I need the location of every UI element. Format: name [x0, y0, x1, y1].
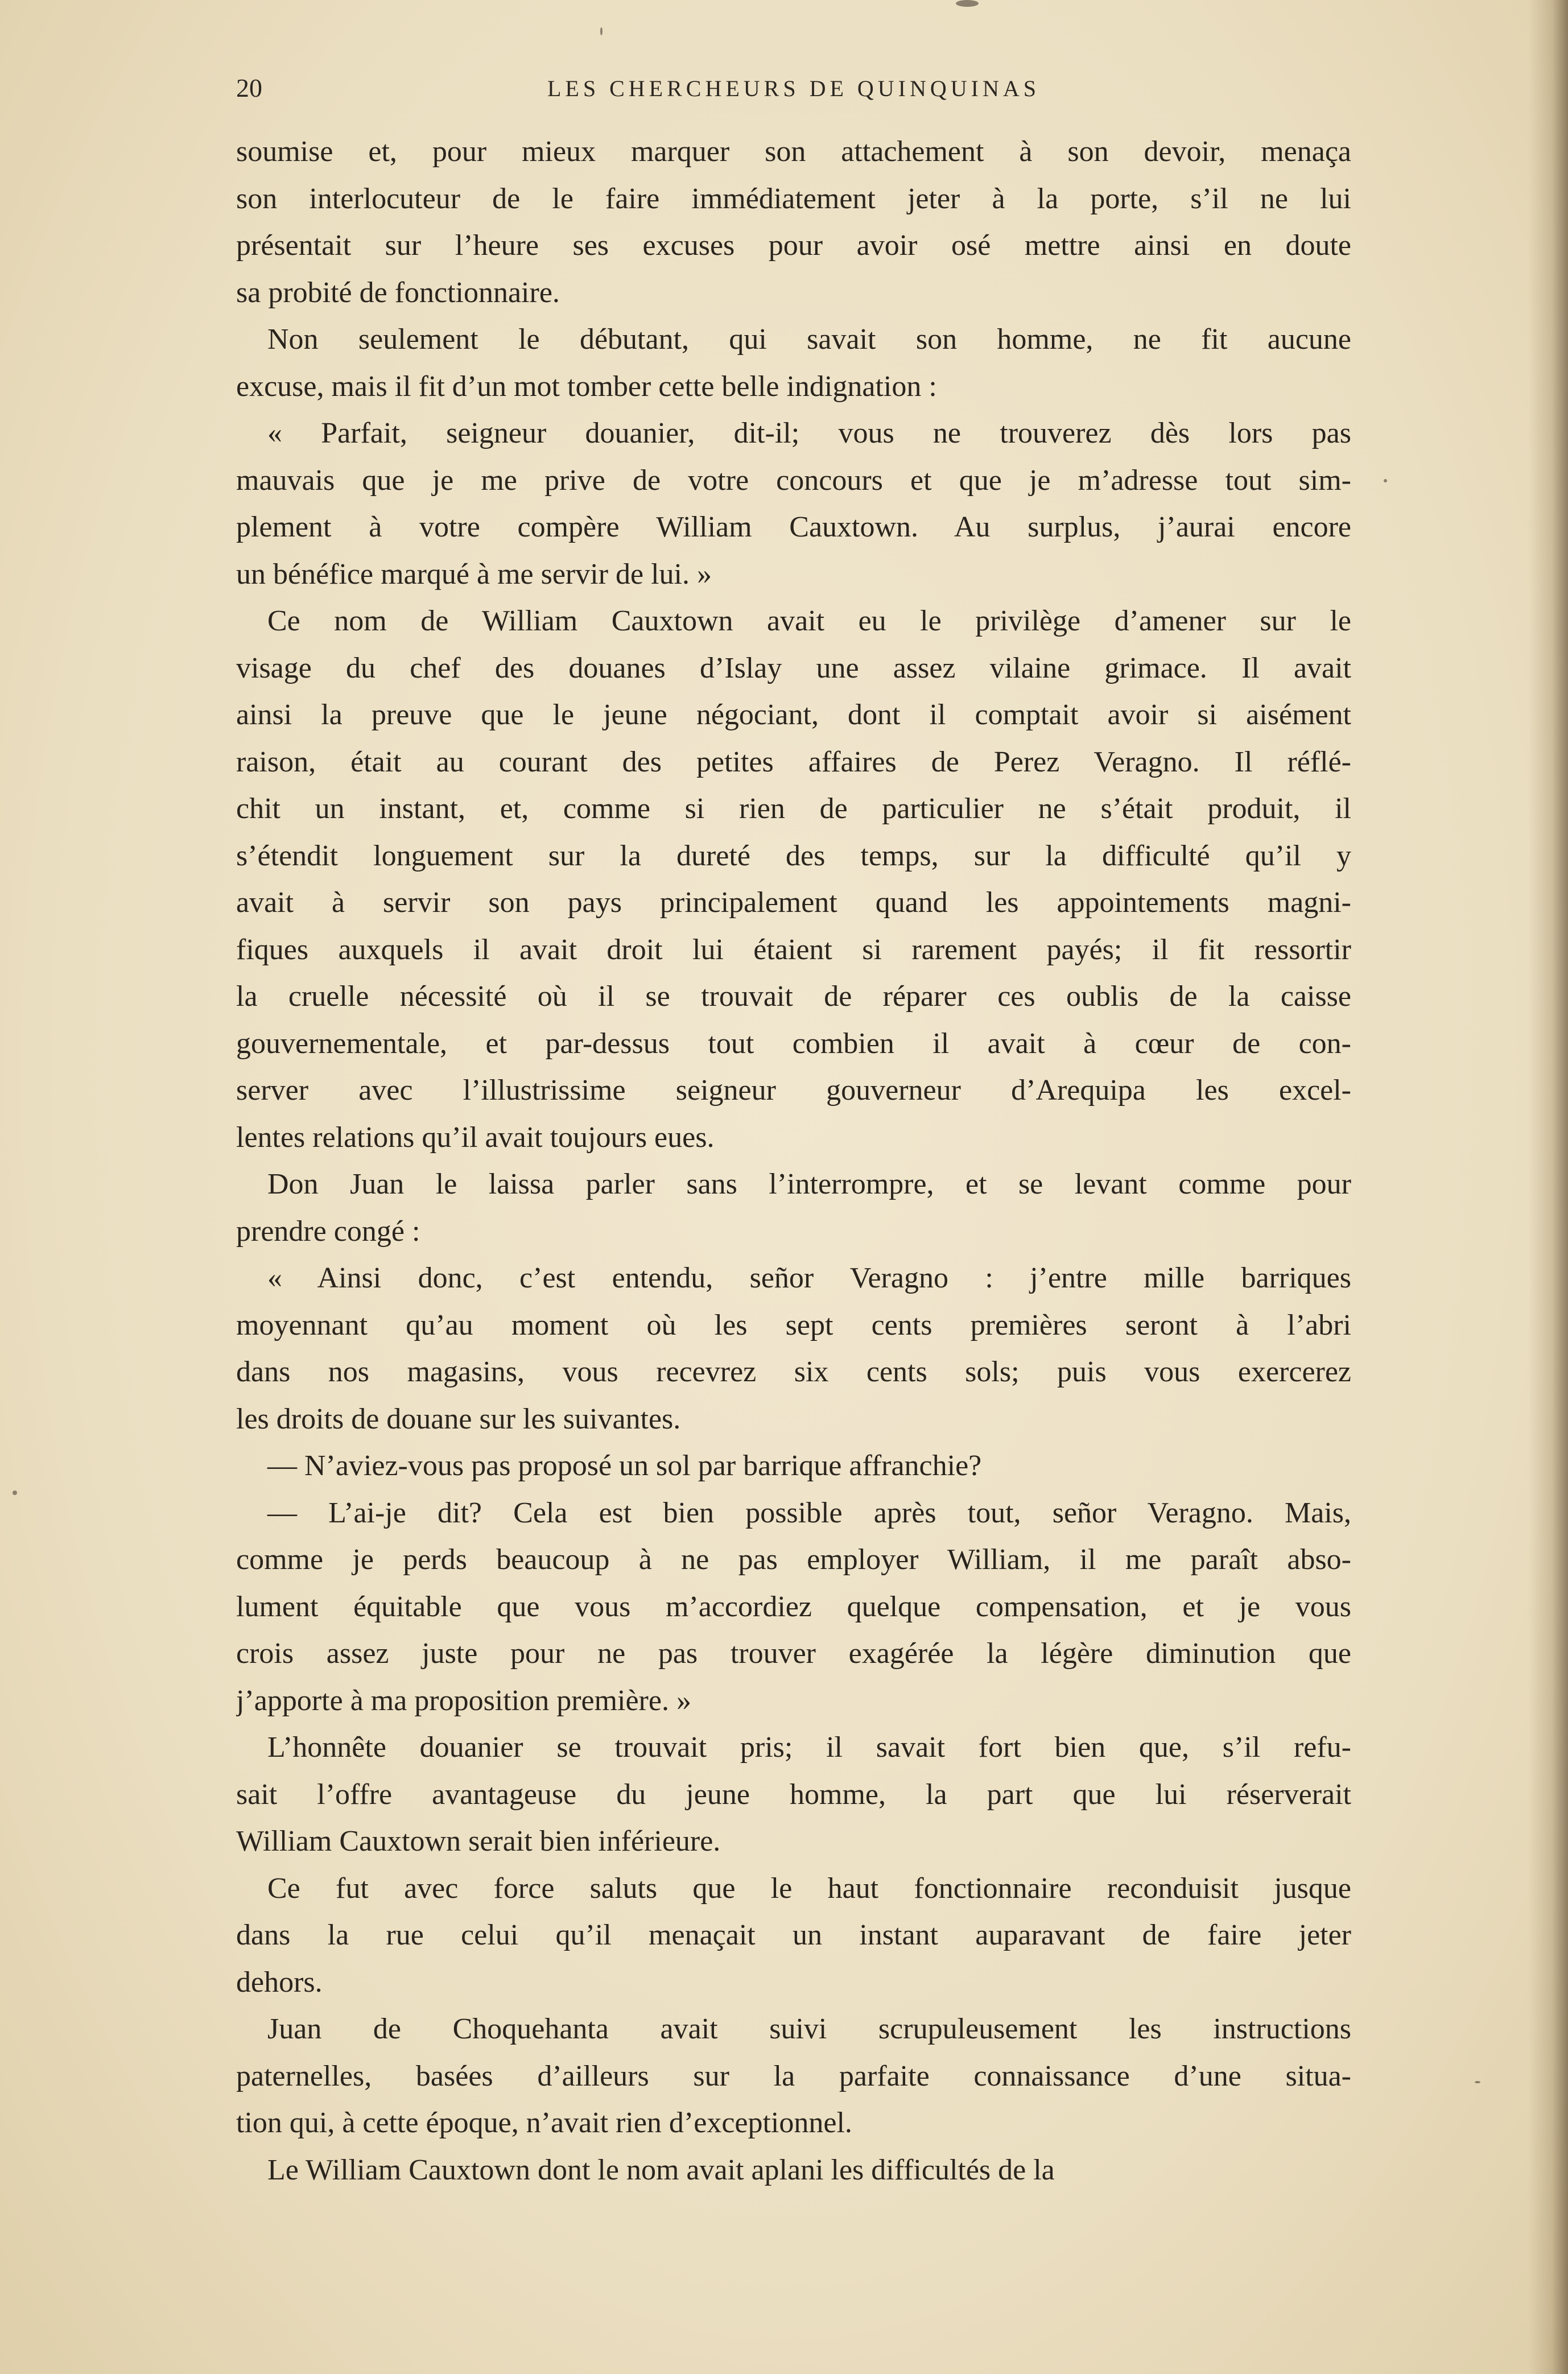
text-line: Non seulement le débutant, qui savait son homme, ne fit aucune	[267, 323, 1351, 356]
text-line: lument équitable que vous m’accordiez quelque compensation, et je vous	[236, 1590, 1351, 1623]
text-line: moyennant qu’au moment où les sept cents premières seront à l’abri	[236, 1308, 1351, 1341]
text-line: un bénéfice marqué à me servir de lui. »	[236, 558, 712, 591]
text-line: tion qui, à cette époque, n’avait rien d’exceptionnel.	[236, 2107, 852, 2139]
text-line: L’honnête douanier se trouvait pris; il savait fort bien que, s’il refu-	[267, 1731, 1351, 1764]
text-line: dehors.	[236, 1966, 323, 1999]
paragraph	[236, 1865, 1351, 2006]
text-line: raison, était au courant des petites affaires de Perez Veragno. Il réflé-	[236, 745, 1351, 778]
text-line: Ce fut avec force saluts que le haut fonctionnaire reconduisit jusque	[267, 1872, 1351, 1905]
text-line: visage du chef des douanes d’Islay une assez vilaine grimace. Il avait	[236, 651, 1351, 684]
text-line: mauvais que je me prive de votre concours et que je m’adresse tout sim-	[236, 464, 1351, 497]
text-line: prendre congé :	[236, 1215, 420, 1248]
paragraph	[236, 1490, 1351, 1725]
text-line: j’apporte à ma proposition première. »	[236, 1684, 691, 1717]
text-line: sa probité de fonctionnaire.	[236, 276, 560, 309]
paragraph	[236, 1443, 1351, 1490]
text-line: — L’ai-je dit? Cela est bien possible après tout, señor Veragno. Mais,	[267, 1496, 1351, 1529]
text-line: avait à servir son pays principalement quand les appointements magni-	[236, 886, 1351, 919]
text-line: ainsi la preuve que le jeune négociant, dont il comptait avoir si aisément	[236, 699, 1351, 731]
text-line: sait l’offre avantageuse du jeune homme, la part que lui réserverait	[236, 1778, 1351, 1811]
text-line: lentes relations qu’il avait toujours eues.	[236, 1121, 715, 1154]
text-line: la cruelle nécessité où il se trouvait de réparer ces oublis de la caisse	[236, 980, 1351, 1013]
text-line: William Cauxtown serait bien inférieure.	[236, 1825, 721, 1857]
paragraph	[236, 2006, 1351, 2147]
text-line: soumise et, pour mieux marquer son attachement à son devoir, menaça	[236, 135, 1351, 168]
text-line: — N’aviez-vous pas proposé un sol par barrique affranchie?	[267, 1450, 982, 1482]
paragraph	[236, 598, 1351, 1161]
paragraph	[236, 1161, 1351, 1255]
text-line: fiques auxquels il avait droit lui étaient si rarement payés; il fit ressortir	[236, 933, 1351, 966]
text-line: paternelles, basées d’ailleurs sur la parfaite connaissance d’une situa-	[236, 2059, 1351, 2092]
text-line: plement à votre compère William Cauxtown. Au surplus, j’aurai encore	[236, 511, 1351, 543]
text-line: les droits de douane sur les suivantes.	[236, 1402, 681, 1435]
text-line: excuse, mais il fit d’un mot tomber cette belle indignation :	[236, 370, 937, 403]
paragraph	[236, 2147, 1351, 2194]
page-header	[236, 73, 1351, 113]
text-line: gouvernementale, et par-dessus tout combien il avait à cœur de con-	[236, 1027, 1351, 1060]
text-line: dans nos magasins, vous recevrez six cents sols; puis vous exercerez	[236, 1356, 1351, 1388]
text-line: présentait sur l’heure ses excuses pour avoir osé mettre ainsi en doute	[236, 229, 1351, 262]
text-line: comme je perds beaucoup à ne pas employer William, il me paraît abso-	[236, 1543, 1351, 1576]
paragraph	[236, 410, 1351, 598]
text-line: Juan de Choquehanta avait suivi scrupuleusement les instructions	[267, 2013, 1351, 2045]
paragraph	[236, 316, 1351, 410]
text-line: Le William Cauxtown dont le nom avait aplani les difficultés de la	[267, 2153, 1055, 2186]
text-line: chit un instant, et, comme si rien de particulier ne s’était produit, il	[236, 792, 1351, 825]
text-line: crois assez juste pour ne pas trouver exagérée la légère diminution que	[236, 1637, 1351, 1670]
text-line: server avec l’illustrissime seigneur gouverneur d’Arequipa les excel-	[236, 1074, 1351, 1107]
text-line: « Ainsi donc, c’est entendu, señor Veragno : j’entre mille barriques	[267, 1262, 1351, 1294]
text-line: « Parfait, seigneur douanier, dit-il; vous ne trouverez dès lors pas	[267, 417, 1351, 449]
body-text	[236, 129, 1351, 2194]
running-title: LES CHERCHEURS DE QUINQUINAS	[547, 76, 1041, 101]
page-edge-shadow	[1528, 0, 1568, 2374]
text-line: son interlocuteur de le faire immédiatement jeter à la porte, s’il ne lui	[236, 182, 1351, 215]
text-line: Don Juan le laissa parler sans l’interrompre, et se levant comme pour	[267, 1168, 1351, 1200]
page-number: 20	[236, 73, 262, 102]
paragraph	[236, 1724, 1351, 1865]
text-line: Ce nom de William Cauxtown avait eu le privilège d’amener sur le	[267, 605, 1351, 637]
paragraph	[236, 1255, 1351, 1443]
paragraph	[236, 129, 1351, 316]
text-line: s’étendit longuement sur la dureté des temps, sur la difficulté qu’il y	[236, 839, 1351, 872]
text-line: dans la rue celui qu’il menaçait un instant auparavant de faire jeter	[236, 1919, 1351, 1951]
